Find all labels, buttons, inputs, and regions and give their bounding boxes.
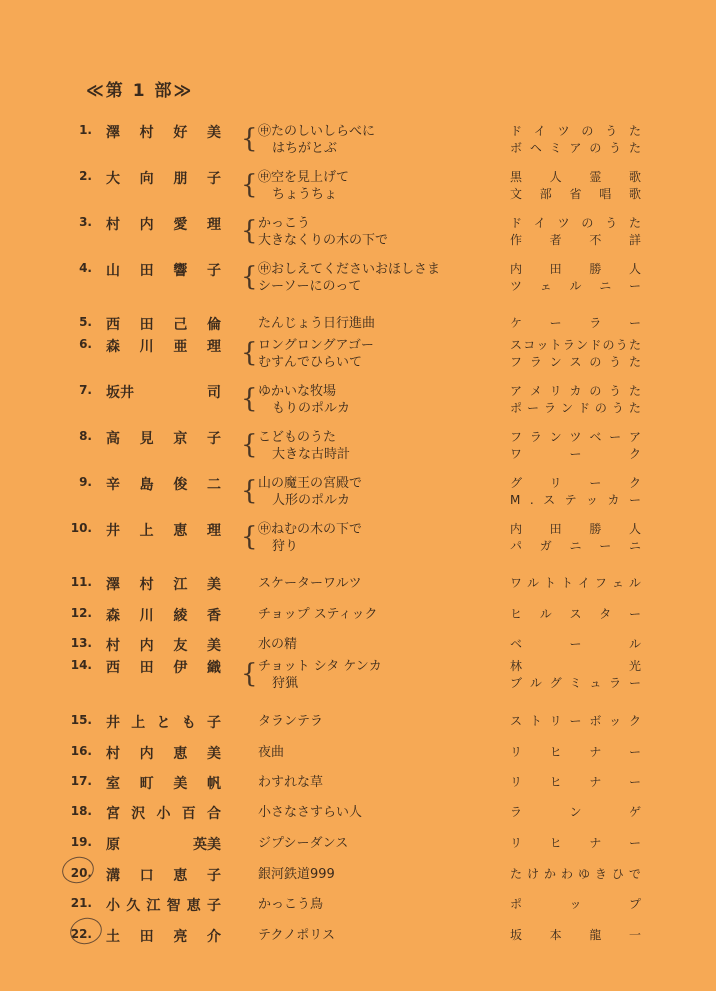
- entry-number: 16.: [70, 744, 92, 758]
- composer-list: [510, 429, 641, 463]
- song-title: はちがとぶ: [272, 141, 338, 156]
- hand-drawn-circle-mark: [67, 915, 104, 948]
- entry-number: 2.: [79, 169, 92, 183]
- performer-name: 村 内 愛 理: [106, 217, 221, 233]
- entry-number: 21.: [70, 896, 92, 910]
- song-titles: [258, 315, 375, 332]
- song-titles: [258, 606, 377, 623]
- entry-number: 6.: [79, 337, 92, 351]
- performer-name: 井 上 恵 理: [106, 523, 221, 539]
- entry-number: 7.: [79, 383, 92, 397]
- composer: 内 田 勝 人: [510, 522, 641, 536]
- song-title: かっこう鳥: [258, 897, 324, 912]
- entry-number: 13.: [70, 636, 92, 650]
- entry-number: 8.: [79, 429, 92, 443]
- song-titles: [258, 337, 374, 371]
- composer: 文 部 省 唱 歌: [510, 187, 641, 201]
- performer-name: 村 内 友 美: [106, 638, 221, 654]
- composer-list: [510, 315, 641, 332]
- entry-number: 17.: [70, 774, 92, 788]
- song-title: わすれな草: [258, 775, 324, 790]
- song-title: ㊥おしえてくださいおほしさま: [258, 262, 441, 277]
- song-titles: [258, 261, 440, 295]
- composer: M . ス テ ッ カ ー: [510, 493, 641, 507]
- song-titles: [258, 774, 323, 791]
- brace-icon: {: [241, 430, 258, 460]
- composer: リ ヒ ナ ー: [510, 745, 641, 759]
- song-titles: [258, 169, 349, 203]
- song-titles: [258, 636, 297, 653]
- song-title: もりのポルカ: [272, 401, 351, 416]
- brace-icon: {: [241, 216, 258, 246]
- performer-name: 澤 村 江 美: [106, 577, 221, 593]
- performer-name: 小 久 江 智 恵 子: [106, 898, 221, 914]
- song-title: 水の精: [258, 637, 298, 652]
- entry-number: 5.: [79, 315, 92, 329]
- song-title: 狩猟: [272, 676, 299, 691]
- entry-number: 10.: [70, 521, 92, 535]
- song-title: 人形のポルカ: [272, 493, 351, 508]
- song-title: シーソーにのって: [258, 279, 362, 294]
- song-title: 小さなさすらい人: [258, 805, 363, 820]
- composer: ヒ ル ス タ ー: [510, 607, 641, 621]
- composer: ツ ェ ル ニ ー: [510, 279, 641, 293]
- performer-name: 原 英美: [106, 837, 221, 853]
- composer-list: [510, 383, 641, 417]
- song-title: スケーターワルツ: [258, 576, 362, 591]
- composer: パ ガ ニ ー ニ: [510, 539, 641, 553]
- composer: ス ト リ ー ボ ッ ク: [510, 714, 641, 728]
- song-title: ロングロングアゴー: [258, 338, 374, 353]
- performer-name: 溝 口 恵 子: [106, 868, 221, 884]
- song-title: 大きなくりの木の下で: [258, 233, 389, 248]
- performer-name: 宮 沢 小 百 合: [106, 806, 221, 822]
- composer-list: [510, 774, 641, 791]
- composer: ポ ッ プ: [510, 897, 641, 911]
- composer-list: [510, 804, 641, 821]
- song-title: ゆかいな牧場: [258, 384, 337, 399]
- song-title: ちょうちょ: [272, 187, 338, 202]
- brace-icon: {: [241, 170, 258, 200]
- composer: 坂 本 龍 一: [510, 928, 641, 942]
- entry-number: 4.: [79, 261, 92, 275]
- performer-name: 森 川 綾 香: [106, 608, 221, 624]
- composer: ワ ル ト ト イ フ ェ ル: [510, 576, 641, 590]
- song-titles: [258, 575, 362, 592]
- composer-list: [510, 475, 641, 509]
- entry-number: 11.: [70, 575, 92, 589]
- composer: グ リ ー ク: [510, 476, 641, 490]
- performer-name: 村 内 恵 美: [106, 746, 221, 762]
- song-title: テクノポリス: [258, 928, 335, 943]
- song-title: かっこう: [258, 216, 311, 231]
- entry-number: 12.: [70, 606, 92, 620]
- brace-icon: {: [241, 522, 258, 552]
- entry-number: 15.: [70, 713, 92, 727]
- song-title: むすんでひらいて: [258, 355, 363, 370]
- song-title: ㊥ねむの木の下で: [258, 522, 363, 537]
- song-title: チョット シタ ケンカ: [258, 659, 382, 674]
- performer-name: 澤 村 好 美: [106, 125, 221, 141]
- composer: ス コ ッ ト ラ ン ド の う た: [510, 338, 641, 352]
- entry-number: 18.: [70, 804, 92, 818]
- song-title: 夜曲: [258, 745, 285, 760]
- song-titles: [258, 429, 350, 463]
- song-titles: [258, 123, 375, 157]
- composer-list: [510, 896, 641, 913]
- composer: フ ラ ン ツ ベ ー ア: [510, 430, 641, 444]
- composer: ブ ル グ ミ ュ ラ ー: [510, 676, 641, 690]
- section-title: ≪第 1 部≫: [86, 81, 194, 101]
- composer: ラ ン ゲ: [510, 805, 641, 819]
- brace-icon: {: [241, 338, 258, 368]
- song-titles: [258, 866, 335, 883]
- brace-icon: {: [241, 384, 258, 414]
- composer: 作 者 不 詳: [510, 233, 641, 247]
- song-titles: [258, 383, 350, 417]
- performer-name: 辛 島 俊 二: [106, 477, 221, 493]
- composer: リ ヒ ナ ー: [510, 836, 641, 850]
- composer: 黒 人 霊 歌: [510, 170, 641, 184]
- composer-list: [510, 658, 641, 692]
- composer-list: [510, 866, 641, 883]
- entry-number: 1.: [79, 123, 92, 137]
- composer-list: [510, 337, 641, 371]
- song-title: チョップ スティック: [258, 607, 378, 622]
- song-title: ジプシーダンス: [258, 836, 349, 851]
- entry-number: 3.: [79, 215, 92, 229]
- composer: ド イ ツ の う た: [510, 124, 641, 138]
- brace-icon: {: [241, 476, 258, 506]
- composer: リ ヒ ナ ー: [510, 775, 641, 789]
- composer: ベ ー ル: [510, 637, 641, 651]
- composer-list: [510, 575, 641, 592]
- composer: た け か わ ゆ き ひ で: [510, 867, 641, 881]
- song-title: 狩り: [272, 539, 299, 554]
- composer: ボ ヘ ミ ア の う た: [510, 141, 641, 155]
- composer-list: [510, 169, 641, 203]
- song-titles: [258, 215, 388, 249]
- song-titles: [258, 713, 323, 730]
- composer: フ ラ ン ス の う た: [510, 355, 641, 369]
- composer-list: [510, 123, 641, 157]
- composer-list: [510, 835, 641, 852]
- composer-list: [510, 215, 641, 249]
- composer: ア メ リ カ の う た: [510, 384, 641, 398]
- entry-number: 14.: [70, 658, 92, 672]
- composer: ド イ ツ の う た: [510, 216, 641, 230]
- song-titles: [258, 804, 362, 821]
- song-title: 銀河鉄道999: [258, 867, 335, 882]
- performer-name: 森 川 亜 理: [106, 339, 221, 355]
- entry-number: 9.: [79, 475, 92, 489]
- composer-list: [510, 636, 641, 653]
- composer: 林 光: [510, 659, 641, 673]
- song-title: タランテラ: [258, 714, 324, 729]
- song-title: 山の魔王の宮殿で: [258, 476, 363, 491]
- song-title: ㊥たのしいしらべに: [258, 124, 376, 139]
- entry-number: 20.: [70, 866, 92, 880]
- performer-name: 西 田 伊 織: [106, 660, 221, 676]
- song-titles: [258, 835, 348, 852]
- performer-name: 高 見 京 子: [106, 431, 221, 447]
- song-titles: [258, 521, 362, 555]
- song-title: こどものうた: [258, 430, 337, 445]
- brace-icon: {: [241, 124, 258, 154]
- composer-list: [510, 713, 641, 730]
- performer-name: 土 田 亮 介: [106, 929, 221, 945]
- composer-list: [510, 606, 641, 623]
- composer-list: [510, 261, 641, 295]
- composer: ケ ー ラ ー: [510, 316, 641, 330]
- song-title: ㊥空を見上げて: [258, 170, 350, 185]
- composer: ポ ー ラ ン ド の う た: [510, 401, 641, 415]
- song-title: 大きな古時計: [272, 447, 351, 462]
- entry-number: 19.: [70, 835, 92, 849]
- composer-list: [510, 927, 641, 944]
- composer-list: [510, 521, 641, 555]
- performer-name: 井 上 と も 子: [106, 715, 221, 731]
- composer: ワ ー ク: [510, 447, 641, 461]
- performer-name: 大 向 朋 子: [106, 171, 221, 187]
- song-titles: [258, 896, 323, 913]
- composer: 内 田 勝 人: [510, 262, 641, 276]
- song-title: たんじょう日行進曲: [258, 316, 376, 331]
- song-titles: [258, 475, 362, 509]
- performer-name: 室 町 美 帆: [106, 776, 221, 792]
- song-titles: [258, 658, 382, 692]
- composer-list: [510, 744, 641, 761]
- brace-icon: {: [241, 262, 258, 292]
- song-titles: [258, 927, 335, 944]
- song-titles: [258, 744, 284, 761]
- entry-number: 22.: [70, 927, 92, 941]
- performer-name: 坂井 司: [106, 385, 221, 401]
- performer-name: 山 田 響 子: [106, 263, 221, 279]
- brace-icon: {: [241, 659, 258, 689]
- performer-name: 西 田 己 倫: [106, 317, 221, 333]
- hand-drawn-circle-mark: [59, 854, 96, 887]
